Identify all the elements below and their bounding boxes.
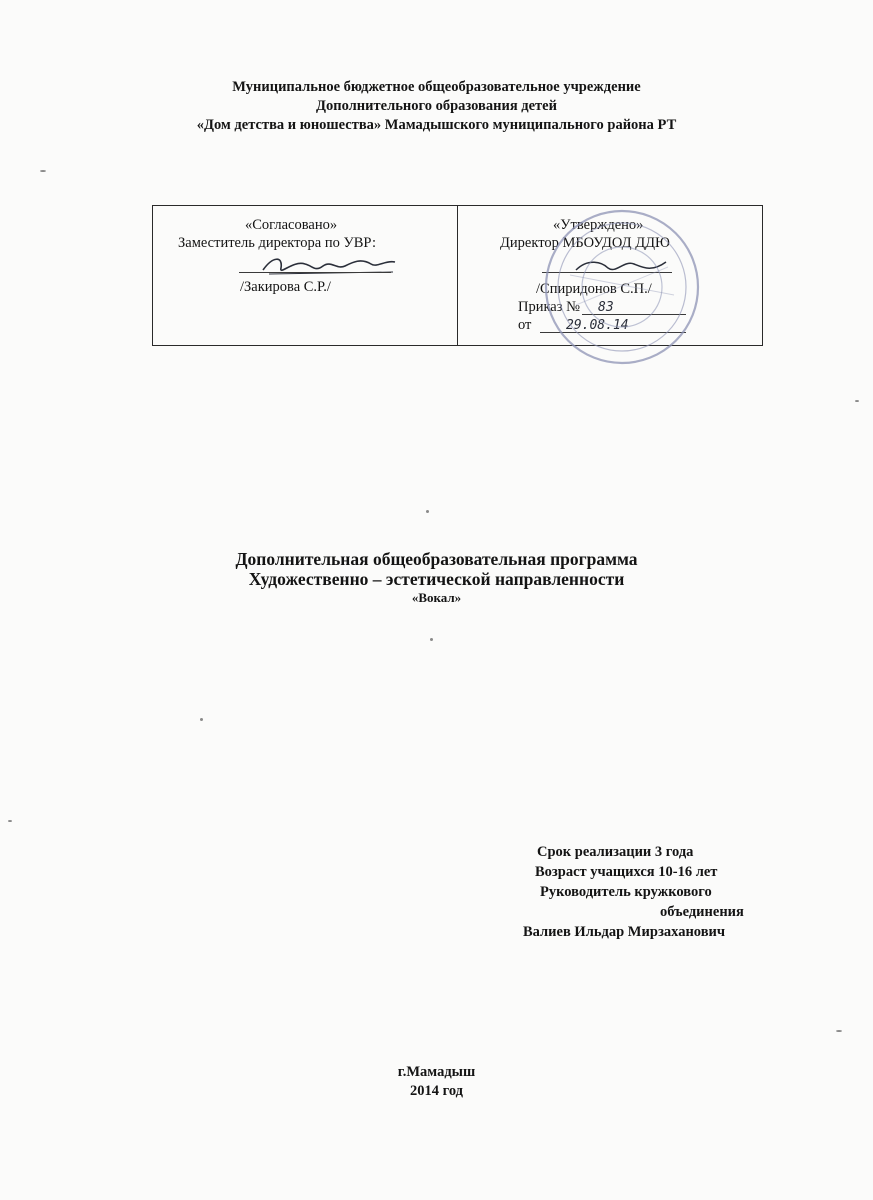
program-title (0, 549, 873, 607)
agreed-signature (253, 250, 403, 280)
date-label: от (518, 317, 532, 333)
student-age: Возраст учащихся 10-16 лет (535, 864, 718, 880)
implementation-term: Срок реализации 3 года (537, 844, 694, 860)
year: 2014 год (409, 1083, 463, 1099)
approved-name: /Спиридонов С.П./ (536, 281, 652, 297)
institution-name-line-3: «Дом детства и юношества» Мамадышского муниципального района РТ (196, 117, 677, 133)
order-date: 29.08.14 (566, 318, 629, 333)
leader-name: Валиев Ильдар Мирзаханович (523, 924, 726, 940)
scan-speck (836, 1030, 842, 1032)
program-title-line-1: Дополнительная общеобразовательная программа (235, 549, 638, 569)
scan-speck (40, 170, 46, 172)
approved-position: Директор МБОУДОД ДДЮ (500, 235, 670, 251)
order-number: 83 (598, 300, 614, 315)
agreed-cell (153, 206, 457, 345)
program-name: «Вокал» (411, 590, 462, 605)
scan-speck (8, 820, 12, 822)
agreed-name: /Закирова С.Р./ (240, 279, 331, 295)
official-seal (540, 205, 705, 370)
institution-header (0, 78, 873, 135)
agreed-title: «Согласовано» (245, 217, 338, 233)
institution-name-line-1: Муниципальное бюджетное общеобразовательное учреждение (232, 79, 641, 95)
institution-name-line-2: Дополнительного образования детей (316, 98, 557, 114)
scan-speck (855, 400, 859, 402)
scan-speck (430, 638, 433, 641)
order-label: Приказ № (518, 299, 580, 315)
scan-speck (426, 510, 429, 513)
approved-title: «Утверждено» (553, 217, 644, 233)
program-title-line-2: Художественно – эстетической направленности (248, 569, 625, 589)
agreed-signature-line (239, 272, 391, 273)
document-footer (0, 1063, 873, 1101)
leader-label-line-2: объединения (660, 904, 744, 920)
scan-speck (200, 718, 203, 721)
leader-label-line-1: Руководитель кружкового (540, 884, 712, 900)
city: г.Мамадыш (397, 1064, 476, 1080)
agreed-position: Заместитель директора по УВР: (178, 235, 377, 251)
